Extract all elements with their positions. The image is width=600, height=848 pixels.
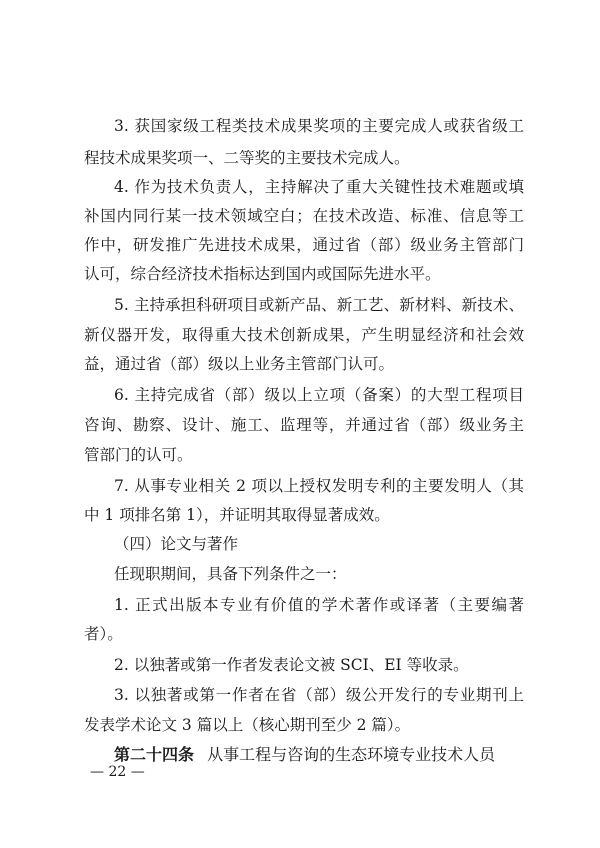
article-line bbox=[114, 742, 524, 768]
text-line: 管部门的认可。 bbox=[84, 446, 193, 464]
text-line: 4. 作为技术负责人，主持解决了重大关键性技术难题或填 bbox=[114, 178, 524, 196]
text-line: 程技术成果奖项一、二等奖的主要技术完成人。 bbox=[84, 149, 410, 167]
text-line: 中 1 项排名第 1），并证明其取得显著成效。 bbox=[84, 506, 390, 524]
text-line: 认可，综合经济技术指标达到国内或国际先进水平。 bbox=[84, 265, 441, 283]
text-line: 发表学术论文 3 篇以上（核心期刊至少 2 篇）。 bbox=[84, 716, 411, 734]
text-line: 3. 以独著或第一作者在省（部）级公开发行的专业期刊上 bbox=[114, 686, 524, 704]
article-label: 第二十四条 bbox=[114, 745, 195, 764]
article-text: 从事工程与咨询的生态环境专业技术人员 bbox=[207, 745, 496, 764]
page-number: — 22 — bbox=[90, 764, 145, 780]
text-line: 6. 主持完成省（部）级以上立项（备案）的大型工程项目 bbox=[114, 386, 524, 404]
text-line: 补国内同行某一技术领域空白；在技术改造、标准、信息等工 bbox=[84, 207, 524, 225]
text-line: 1. 正式出版本专业有价值的学术著作或译著（主要编著 bbox=[114, 596, 524, 614]
text-line: 咨询、勘察、设计、施工、监理等，并通过省（部）级业务主 bbox=[84, 416, 524, 434]
text-line: 作中，研发推广先进技术成果，通过省（部）级业务主管部门 bbox=[84, 236, 524, 254]
text-line: 3. 获国家级工程类技术成果奖项的主要完成人或获省级工 bbox=[114, 117, 524, 135]
text-line: 者）。 bbox=[84, 625, 123, 643]
section-heading: （四）论文与著作 bbox=[114, 535, 239, 553]
text-line: 任现职期间，具备下列条件之一： bbox=[114, 565, 347, 583]
text-line: 新仪器开发，取得重大技术创新成果，产生明显经济和社会效 bbox=[84, 326, 524, 344]
text-line: 2. 以独著或第一作者发表论文被 SCI、EI 等收录。 bbox=[114, 656, 469, 674]
text-line: 5. 主持承担科研项目或新产品、新工艺、新材料、新技术、 bbox=[114, 296, 524, 314]
text-line: 7. 从事专业相关 2 项以上授权发明专利的主要发明人（其 bbox=[114, 477, 524, 495]
text-line: 益，通过省（部）级以上业务主管部门认可。 bbox=[84, 355, 395, 373]
